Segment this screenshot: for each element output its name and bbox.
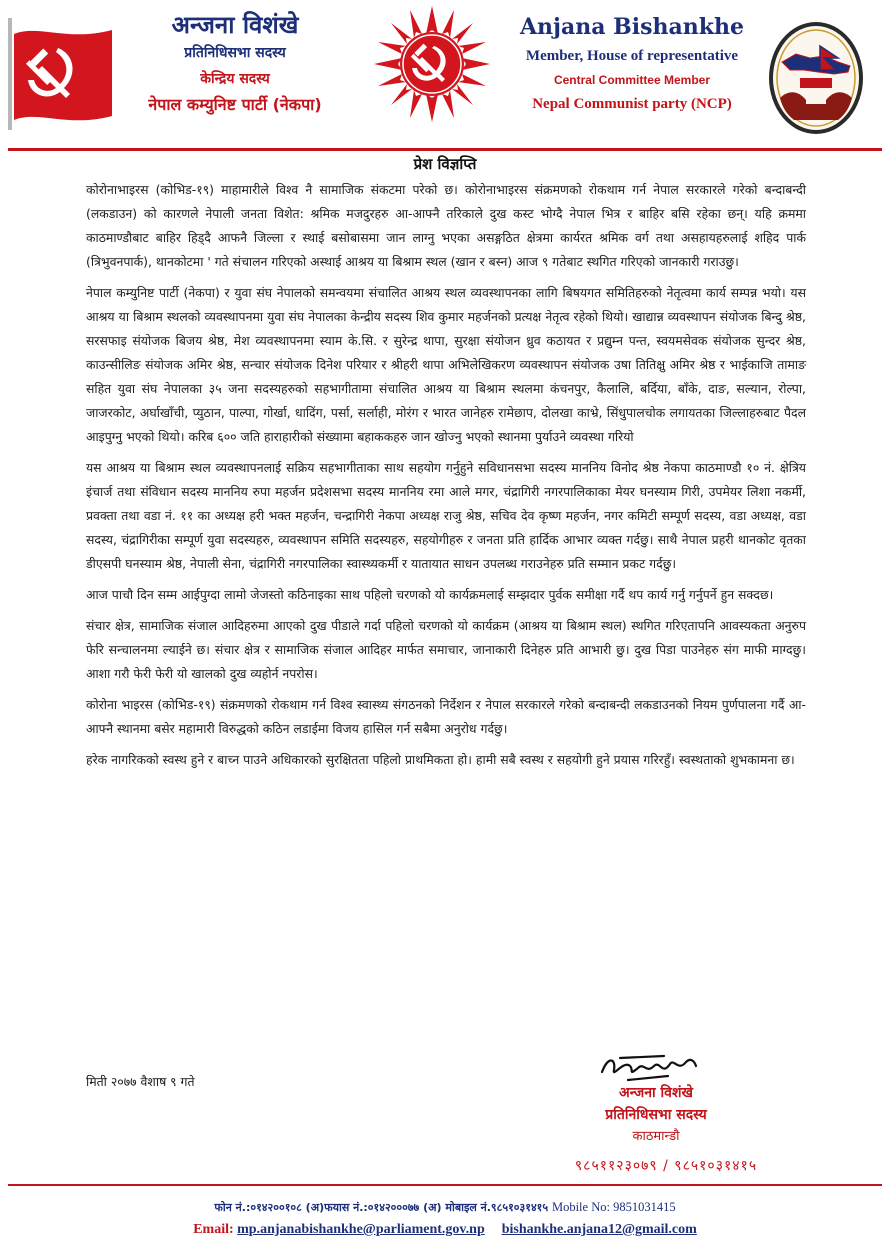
release-date: मिती २०७७ वैशाष ९ गते bbox=[86, 1074, 195, 1089]
footer-divider bbox=[8, 1184, 882, 1186]
signatory-place: काठमान्डौ bbox=[632, 1129, 680, 1144]
nepali-member-name: अन्जना विशंखे bbox=[171, 10, 299, 39]
party-emblem-icon bbox=[372, 4, 492, 124]
paragraph: संचार क्षेत्र, सामाजिक संजाल आदिहरुमा आएको दुख पीडाले गर्दा पहिलो चरणको यो कार्यक्रम (आश्रय या बिश्राम स्थल) स्थगित गरिएतापनि आवस्यकता अनुरुप फेरि सन्चालनमा ल्याईने छ। संचार क्षेत्र र सामाजिक संजाल आदिहर मार्फत समाचार, जानाकारी दिनेहरु प्रति आभारी छु। दुख पिडा पाउनेहरु संग माफी माग्दछु। आशा गरौ फेरी फेरी यो खालको दुख व्यहोर्न नपरोस। bbox=[86, 618, 806, 681]
press-release-body bbox=[86, 178, 806, 779]
email-label: Email: bbox=[193, 1222, 234, 1237]
letterhead-divider bbox=[8, 148, 882, 151]
footer-contacts bbox=[0, 1196, 890, 1219]
paragraph: कोरोनाभाइरस (कोभिड-१९) माहामारीले विश्व नै सामाजिक संकटमा परेको छ। कोरोनाभाइरस संक्रमणको रोकथाम गर्न नेपाल सरकारले गरेको बन्दाबन्दी (लकडाउन) को कारणले नेपाली जनता विशेत: श्रमिक मजदुरहरु आ-आफ्नै तरिकाले दुख कस्ट भोग्दै नेपाल भित्र र बाहिर बसि रहेका छन्। यहि क्रममा काठमाण्डौबाट बाहिर हिड्दै आफनै जिल्ला र स्थाई बसोबासमा जान लाग्नु भएका असङ्गठित क्षेत्रमा कार्यरत श्रमिक वर्ग तथा असहायहरुलाई शहिद पार्क (त्रिभुवनपार्क), थानकोटमा ' गते संचालन गरिएको अस्थाई आश्रय या बिश्राम स्थल (खान र बस्न) आज ९ गतेबाट स्थगित गरिएको जानकारी गराउछु। bbox=[86, 182, 806, 269]
nepali-party-name: नेपाल कम्युनिष्ट पार्टी (नेकपा) bbox=[148, 95, 322, 114]
signatory-phones: ९८५११२३०७९ / ९८५१०३१४१५ bbox=[574, 1158, 758, 1174]
signatory-name: अन्जना विशंखे bbox=[619, 1085, 693, 1101]
paragraph: आज पाचौ दिन सम्म आईपुग्दा लामो जेजस्तो कठिनाइका साथ पहिलो चरणको यो कार्यक्रमलाई सम्झदार पुर्वक समीक्षा गर्दै थप कार्य गर्नु गर्नुपर्ने हुन सक्दछ। bbox=[86, 587, 774, 602]
english-party-name: Nepal Communist party (NCP) bbox=[532, 96, 732, 112]
gmail-email-link[interactable]: bishankhe.anjana12@gmail.com bbox=[501, 1222, 697, 1237]
footer bbox=[0, 1196, 890, 1241]
hammer-sickle-flag-icon bbox=[8, 20, 116, 130]
nepali-committee-title: केन्द्रिय सदस्य bbox=[200, 71, 270, 87]
paragraph: यस आश्रय या बिश्राम स्थल व्यवस्थापनलाई सक्रिय सहभागीताका साथ सहयोग गर्नुहुने सविधानसभा सदस्य माननिय विनोद श्रेष्ठ नेकपा काठमाण्डौ १० नं. क्षेत्रिय इंचार्ज तथा संविधान सदस्य माननिय रुपा महर्जन प्रदेशसभा सदस्य माननिय रमा आले मगर, चंद्रागिरी नगरपालिकाका मेयर घनस्याम गिरी, उपमेयर लिशा नकर्मी, प्रवक्ता तथा वडा नं. ११ का अध्यक्ष हरी भक्त महर्जन, चन्द्रागिरी नेकपा अध्यक्ष राजु श्रेष्ठ, सचिव देव कृष्ण महर्जन, नगर कमिटी सम्पूर्ण सदस्य, वडा अध्यक्ष, वडा सदस्य, चंद्रागिरीका सम्पूर्ण युवा सदस्यहरु, व्यवस्थापन समिति सदस्यहरु, सहयोगीहरु र जनता प्रति हार्दिक आभार व्यक्त गर्दछु। साथै नेपाल प्रहरी थानकोट वृतका डीएसपी घनस्याम श्रेष्ठ, नेपाली सेना, चंद्रागिरी नगरपालिका स्वास्थ्यकर्मी र यातायात साधन उपलब्ध गराउनेहरु प्रति सम्मान प्रकट गर्दछु। bbox=[86, 460, 806, 571]
english-committee-title: Central Committee Member bbox=[553, 73, 711, 87]
nepal-map-seal-icon bbox=[766, 20, 866, 138]
nepali-letterhead bbox=[110, 10, 360, 118]
english-letterhead bbox=[498, 10, 766, 116]
signature-block bbox=[556, 1082, 756, 1148]
paragraph: कोरोना भाइरस (कोभिड-१९) संक्रमणको रोकथाम गर्न विश्व स्वास्थ्य संगठनको निर्देशन र नेपाल सरकारले गरेको बन्दाबन्दी लकडाउनको नियम पुर्णपालना गर्दै आ-आफ्नै स्थानमा बसेर महामारी विरुद्धको कठिन लडाईमा विजय हासिल गर्न सबैमा अनुरोध गर्दछु। bbox=[86, 697, 806, 736]
handwritten-signature bbox=[598, 1050, 702, 1084]
footer-phone-fax: फोन नं.:०१४२००१०८ (अ)फयास नं.:०१४२०००७७ (अ) मोबाइल नं.९८५१०३१४१५ bbox=[214, 1201, 549, 1214]
press-release-title: प्रेश विज्ञप्ति bbox=[413, 155, 477, 173]
footer-mobile: Mobile No: 9851031415 bbox=[551, 1200, 676, 1214]
footer-emails bbox=[0, 1219, 890, 1241]
parliament-email-link[interactable]: mp.anjanabishankhe@parliament.gov.np bbox=[237, 1222, 485, 1237]
english-member-name: Anjana Bishankhe bbox=[519, 14, 744, 40]
nepali-member-title: प्रतिनिधिसभा सदस्य bbox=[184, 45, 286, 61]
paragraph: नेपाल कम्युनिष्ट पार्टी (नेकपा) र युवा संघ नेपालको समन्वयमा संचालित आश्रय स्थल व्यवस्थापनका लागि बिषयगत समितिहरुको नेतृत्वमा कार्य सम्पन्न भयो। यस आश्रय या बिश्राम स्थलको व्यवस्थापनमा युवा संघ नेपालका केन्द्रीय सदस्य शिव कुमार महर्जनको प्रत्यक्ष नेतृत्व रहेको थियो। खाद्यान्न व्यवस्थापन संयोजक बिन्दु श्रेष्ठ, सरसफाइ संयोजक बिजय श्रेष्ठ, मेश व्यवस्थापनमा स्याम के.सि. र सुरेन्द्र थापा, सुरक्षा संयोजन ध्रुव कठायत र प्रद्युम्न पन्त, स्वयमसेवक संयोजक सुन्दर श्रेष्ठ, काउन्सीलिङ संयोजक अमिर श्रेष्ठ, सन्चार संयोजक दिनेश परियार र श्रीहरी थापा अभिलेखिकरण व्यवस्थापन संयोजक उषा तितिक्षु अमिर श्रेष्ठ र भाईकाजि तामाङ सहित युवा संघ नेपालका ३५ जना सदस्यहरुको सहभागीतामा संचालित आश्रय या बिश्राम स्थलमा कंचनपुर, कैलालि, बर्दिया, बाँके, दाङ, सल्यान, रोल्पा, जाजरकोट, अर्घाखाँची, प्युठान, पाल्पा, गोर्खा, धादिंग, पर्सा, सर्लाही, मोरंग र भारत जानेहरु रामेछाप, दोलखा काभ्रे, सिंधुपालचोक लगायतका जिल्लाहरुबाट पैदल आइपुग्नु भएको थियो। करिब ६०० जति हाराहारीको संख्यामा बहाककहरु जान खोज्नु भएको स्थानमा पुर्याउने व्यवस्था गरियो bbox=[86, 285, 806, 444]
paragraph: हरेक नागरिकको स्वस्थ हुने र बाच्न पाउने अधिकारको सुरक्षितता पहिलो प्राथमिकता हो। हामी सबै स्वस्थ र सहयोगी हुने प्रयास गरिरहुँ। स्वस्थताको शुभकामना छ। bbox=[86, 752, 795, 767]
signatory-role: प्रतिनिधिसभा सदस्य bbox=[605, 1107, 707, 1123]
english-member-title: Member, House of representative bbox=[525, 48, 739, 64]
